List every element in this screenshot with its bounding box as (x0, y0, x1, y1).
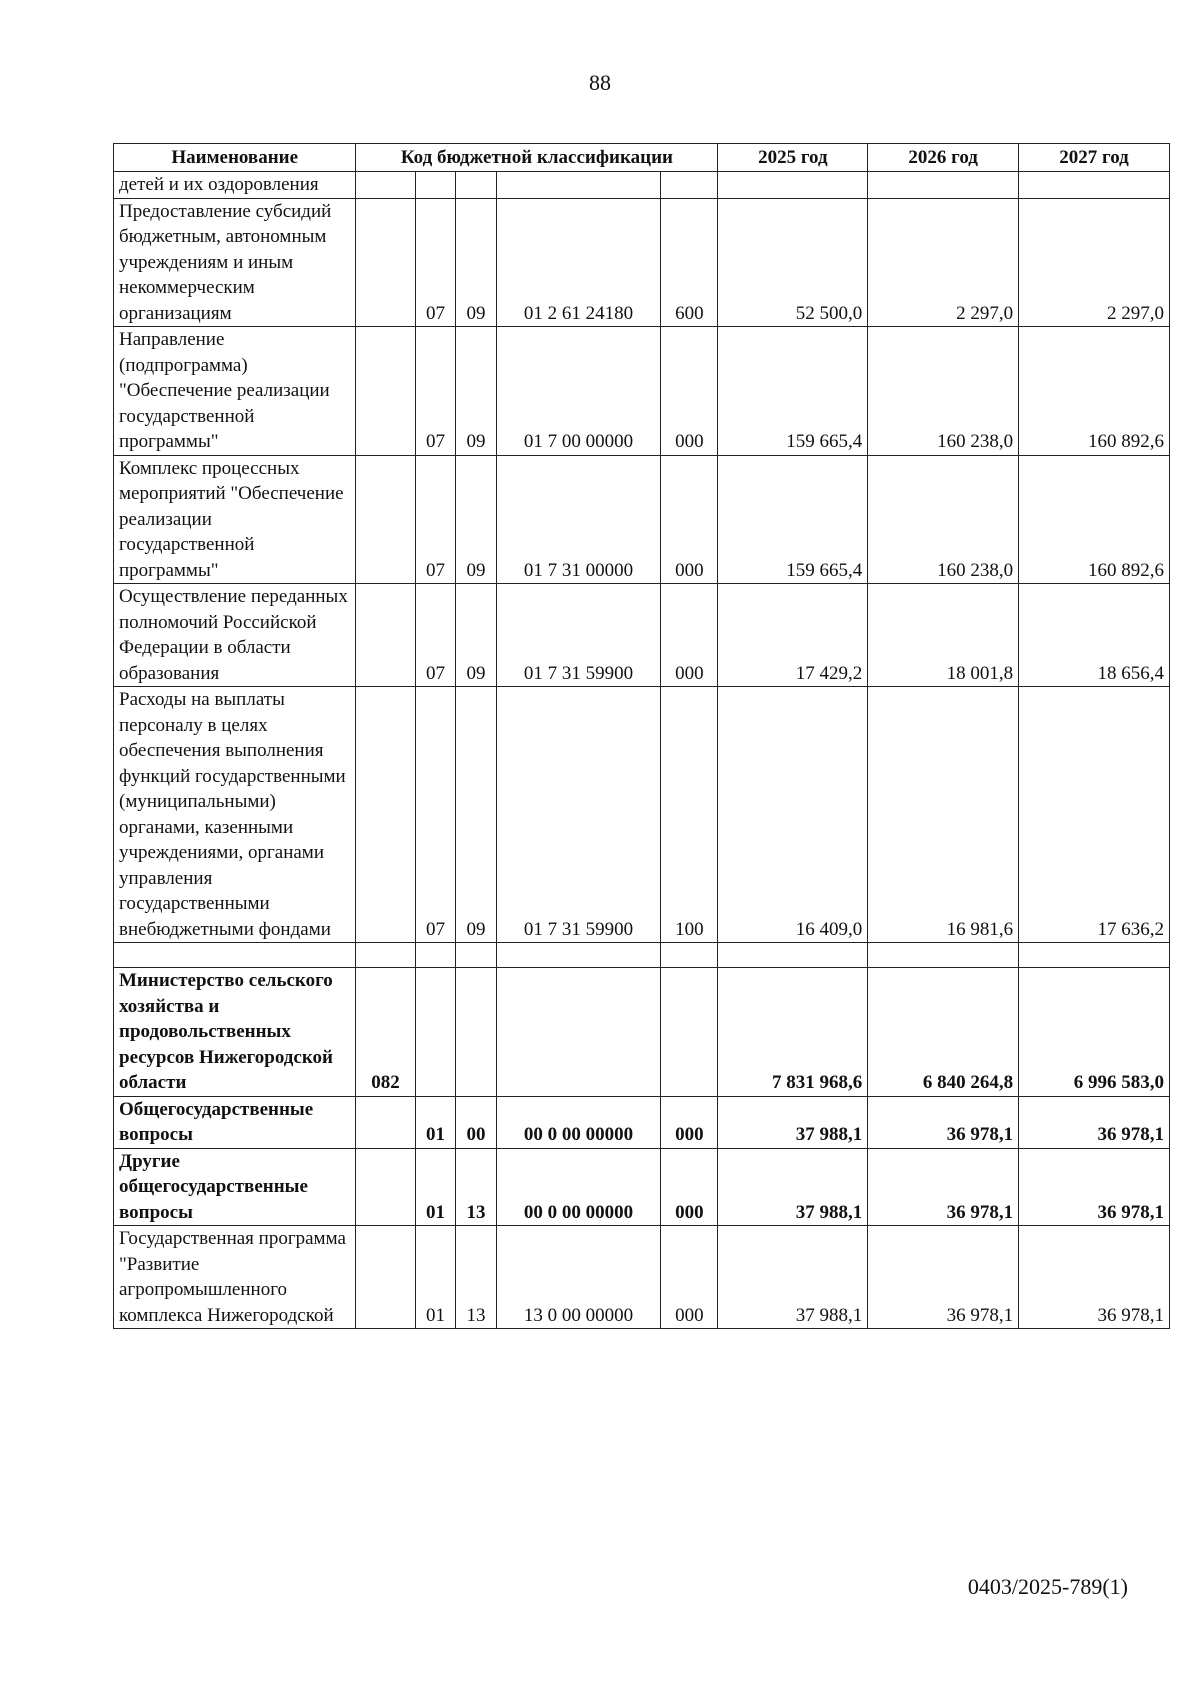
cell-expense-type: 000 (661, 1226, 718, 1329)
table-row (114, 584, 1170, 687)
cell-2025 (718, 172, 868, 199)
cell-subsection: 09 (456, 687, 497, 943)
cell-2027: 160 892,6 (1019, 455, 1170, 584)
cell-name: Государственная программа "Развитие агропромышленного комплекса Нижегородской (114, 1226, 356, 1329)
cell-subsection (456, 968, 497, 1097)
cell-name: детей и их оздоровления (114, 172, 356, 199)
cell-expense-type (661, 172, 718, 199)
cell-2026: 36 978,1 (868, 1096, 1019, 1148)
cell-expense-type: 000 (661, 455, 718, 584)
cell-2027: 17 636,2 (1019, 687, 1170, 943)
cell-name (114, 943, 356, 968)
cell-expense-type: 000 (661, 1096, 718, 1148)
cell-section: 07 (415, 198, 456, 327)
table-row (114, 455, 1170, 584)
table-row (114, 327, 1170, 456)
cell-expense-type (661, 968, 718, 1097)
cell-ministry-code (356, 455, 415, 584)
cell-2027: 36 978,1 (1019, 1148, 1170, 1226)
cell-expense-type: 000 (661, 327, 718, 456)
cell-target-article: 00 0 00 00000 (496, 1148, 660, 1226)
page-number: 88 (589, 70, 611, 95)
cell-2026: 2 297,0 (868, 198, 1019, 327)
header-code: Код бюджетной классификации (356, 144, 718, 172)
budget-table (113, 143, 1170, 1329)
cell-2026: 6 840 264,8 (868, 968, 1019, 1097)
cell-2025 (718, 943, 868, 968)
cell-2026: 16 981,6 (868, 687, 1019, 943)
header-name: Наименование (114, 144, 356, 172)
cell-ministry-code (356, 327, 415, 456)
cell-2025: 37 988,1 (718, 1226, 868, 1329)
cell-2026: 160 238,0 (868, 455, 1019, 584)
cell-section: 01 (415, 1148, 456, 1226)
cell-expense-type (661, 943, 718, 968)
table-row (114, 1226, 1170, 1329)
cell-expense-type: 000 (661, 1148, 718, 1226)
table-header-row (114, 144, 1170, 172)
cell-2025: 37 988,1 (718, 1148, 868, 1226)
cell-subsection: 13 (456, 1148, 497, 1226)
cell-2025: 16 409,0 (718, 687, 868, 943)
cell-section (415, 943, 456, 968)
cell-2027: 36 978,1 (1019, 1096, 1170, 1148)
cell-subsection (456, 943, 497, 968)
header-2025: 2025 год (718, 144, 868, 172)
cell-ministry-code (356, 687, 415, 943)
table-row (114, 687, 1170, 943)
cell-ministry-code (356, 943, 415, 968)
cell-section: 07 (415, 327, 456, 456)
cell-subsection: 13 (456, 1226, 497, 1329)
cell-2026: 160 238,0 (868, 327, 1019, 456)
cell-target-article: 01 7 31 59900 (496, 687, 660, 943)
cell-2026 (868, 943, 1019, 968)
cell-subsection: 09 (456, 584, 497, 687)
cell-name: Министерство сельского хозяйства и продовольственных ресурсов Нижегородской области (114, 968, 356, 1097)
table-row (114, 1148, 1170, 1226)
cell-2026: 36 978,1 (868, 1148, 1019, 1226)
cell-name: Общегосударственные вопросы (114, 1096, 356, 1148)
cell-section (415, 968, 456, 1097)
cell-target-article: 01 7 00 00000 (496, 327, 660, 456)
cell-2027: 36 978,1 (1019, 1226, 1170, 1329)
cell-2026: 36 978,1 (868, 1226, 1019, 1329)
cell-subsection: 09 (456, 327, 497, 456)
cell-2025: 159 665,4 (718, 455, 868, 584)
cell-section: 07 (415, 455, 456, 584)
cell-target-article (496, 172, 660, 199)
table-row (114, 1096, 1170, 1148)
cell-2027: 18 656,4 (1019, 584, 1170, 687)
cell-name: Комплекс процессных мероприятий "Обеспечение реализации государственной программы" (114, 455, 356, 584)
cell-ministry-code (356, 172, 415, 199)
cell-section: 07 (415, 687, 456, 943)
cell-section: 01 (415, 1096, 456, 1148)
cell-ministry-code (356, 1148, 415, 1226)
cell-2025: 159 665,4 (718, 327, 868, 456)
cell-2027: 6 996 583,0 (1019, 968, 1170, 1097)
cell-2027: 2 297,0 (1019, 198, 1170, 327)
cell-2025: 37 988,1 (718, 1096, 868, 1148)
table-row (114, 172, 1170, 199)
cell-subsection: 09 (456, 198, 497, 327)
cell-expense-type: 000 (661, 584, 718, 687)
cell-2025: 52 500,0 (718, 198, 868, 327)
cell-target-article: 01 2 61 24180 (496, 198, 660, 327)
cell-target-article (496, 968, 660, 1097)
cell-2027 (1019, 943, 1170, 968)
cell-target-article: 01 7 31 59900 (496, 584, 660, 687)
cell-subsection: 00 (456, 1096, 497, 1148)
cell-expense-type: 600 (661, 198, 718, 327)
cell-target-article: 01 7 31 00000 (496, 455, 660, 584)
cell-expense-type: 100 (661, 687, 718, 943)
cell-subsection (456, 172, 497, 199)
cell-ministry-code (356, 198, 415, 327)
cell-target-article: 13 0 00 00000 (496, 1226, 660, 1329)
cell-name: Расходы на выплаты персоналу в целях обеспечения выполнения функций государственными (муниципальными) органами, казенными учреждениями, органами управления государственными внебюджетными фондами (114, 687, 356, 943)
cell-section: 01 (415, 1226, 456, 1329)
cell-section: 07 (415, 584, 456, 687)
cell-name: Осуществление переданных полномочий Российской Федерации в области образования (114, 584, 356, 687)
table-row (114, 198, 1170, 327)
cell-2026 (868, 172, 1019, 199)
cell-name: Другие общегосударственные вопросы (114, 1148, 356, 1226)
document-code: 0403/2025-789(1) (967, 1574, 1128, 1599)
cell-2026: 18 001,8 (868, 584, 1019, 687)
cell-subsection: 09 (456, 455, 497, 584)
table-row (114, 968, 1170, 1097)
cell-2027: 160 892,6 (1019, 327, 1170, 456)
cell-2027 (1019, 172, 1170, 199)
table-row (114, 943, 1170, 968)
cell-name: Предоставление субсидий бюджетным, автономным учреждениям и иным некоммерческим организациям (114, 198, 356, 327)
cell-name: Направление (подпрограмма) "Обеспечение реализации государственной программы" (114, 327, 356, 456)
cell-ministry-code (356, 1226, 415, 1329)
cell-target-article (496, 943, 660, 968)
cell-2025: 7 831 968,6 (718, 968, 868, 1097)
cell-2025: 17 429,2 (718, 584, 868, 687)
cell-section (415, 172, 456, 199)
cell-target-article: 00 0 00 00000 (496, 1096, 660, 1148)
header-2027: 2027 год (1019, 144, 1170, 172)
cell-ministry-code (356, 1096, 415, 1148)
header-2026: 2026 год (868, 144, 1019, 172)
cell-ministry-code: 082 (356, 968, 415, 1097)
cell-ministry-code (356, 584, 415, 687)
table-body (114, 172, 1170, 1329)
